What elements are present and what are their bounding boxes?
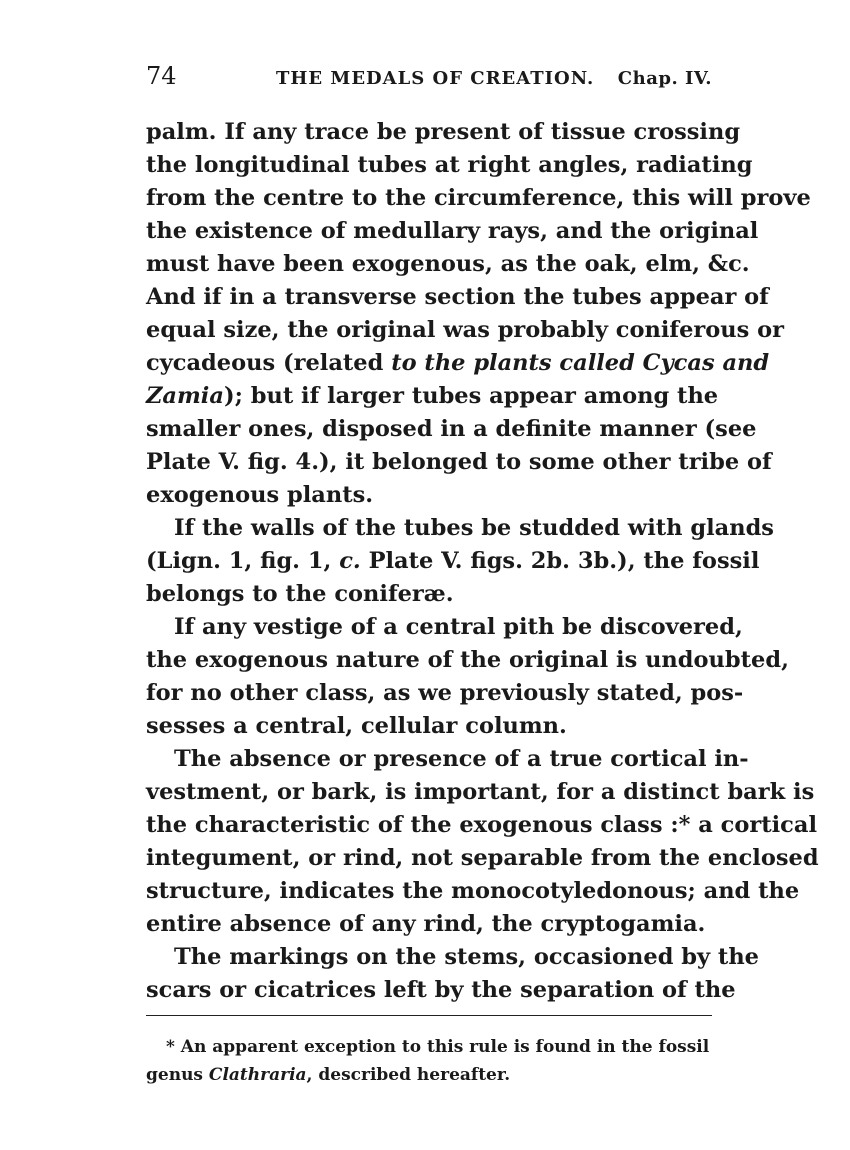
body-line: integument, or rind, not separable from the enclosed [146, 845, 819, 871]
running-title: THE MEDALS OF CREATION. [276, 68, 595, 89]
body-line: (Lign. 1, fig. 1, c. Plate V. figs. 2b. 3b.), the fossil [146, 548, 760, 574]
body-line: smaller ones, disposed in a definite manner (see [146, 416, 757, 442]
body-text [146, 116, 819, 1007]
body-line: entire absence of any rind, the cryptogamia. [146, 911, 706, 937]
body-line: sesses a central, cellular column. [146, 713, 567, 739]
body-line: the longitudinal tubes at right angles, radiating [146, 152, 753, 178]
running-header [146, 62, 712, 92]
body-line: the characteristic of the exogenous class :* a cortical [146, 812, 817, 838]
footnote [146, 1033, 712, 1089]
body-line: The absence or presence of a true cortical in- [174, 746, 749, 772]
body-line: must have been exogenous, as the oak, elm, &c. [146, 251, 750, 277]
body-line: from the centre to the circumference, this will prove [146, 185, 811, 211]
footnote-rule [146, 1015, 712, 1016]
footnote-line: genus Clathraria, described hereafter. [146, 1065, 511, 1085]
body-line: And if in a transverse section the tubes appear of [146, 284, 769, 310]
footnote-line: * An apparent exception to this rule is found in the fossil [166, 1037, 710, 1057]
body-line: vestment, or bark, is important, for a distinct bark is [146, 779, 815, 805]
body-line: structure, indicates the monocotyledonous; and the [146, 878, 800, 904]
body-line: The markings on the stems, occasioned by the [174, 944, 759, 970]
body-line: Plate V. fig. 4.), it belonged to some other tribe of [146, 449, 772, 475]
body-line: equal size, the original was probably coniferous or [146, 317, 784, 343]
body-line: Zamia); but if larger tubes appear among the [146, 383, 719, 409]
body-line: the existence of medullary rays, and the original [146, 218, 759, 244]
body-line: the exogenous nature of the original is undoubted, [146, 647, 789, 673]
chapter-label: Chap. IV. [617, 68, 712, 89]
body-line: palm. If any trace be present of tissue crossing [146, 119, 741, 145]
body-line: belongs to the coniferæ. [146, 581, 454, 607]
body-line: for no other class, as we previously stated, pos- [146, 680, 744, 706]
page-number: 74 [146, 62, 177, 90]
body-line: cycadeous (related to the plants called Cycas and [146, 350, 770, 376]
body-line: exogenous plants. [146, 482, 374, 508]
body-line: scars or cicatrices left by the separation of the [146, 977, 736, 1003]
body-line: If the walls of the tubes be studded with glands [174, 515, 774, 541]
body-line: If any vestige of a central pith be discovered, [174, 614, 743, 640]
